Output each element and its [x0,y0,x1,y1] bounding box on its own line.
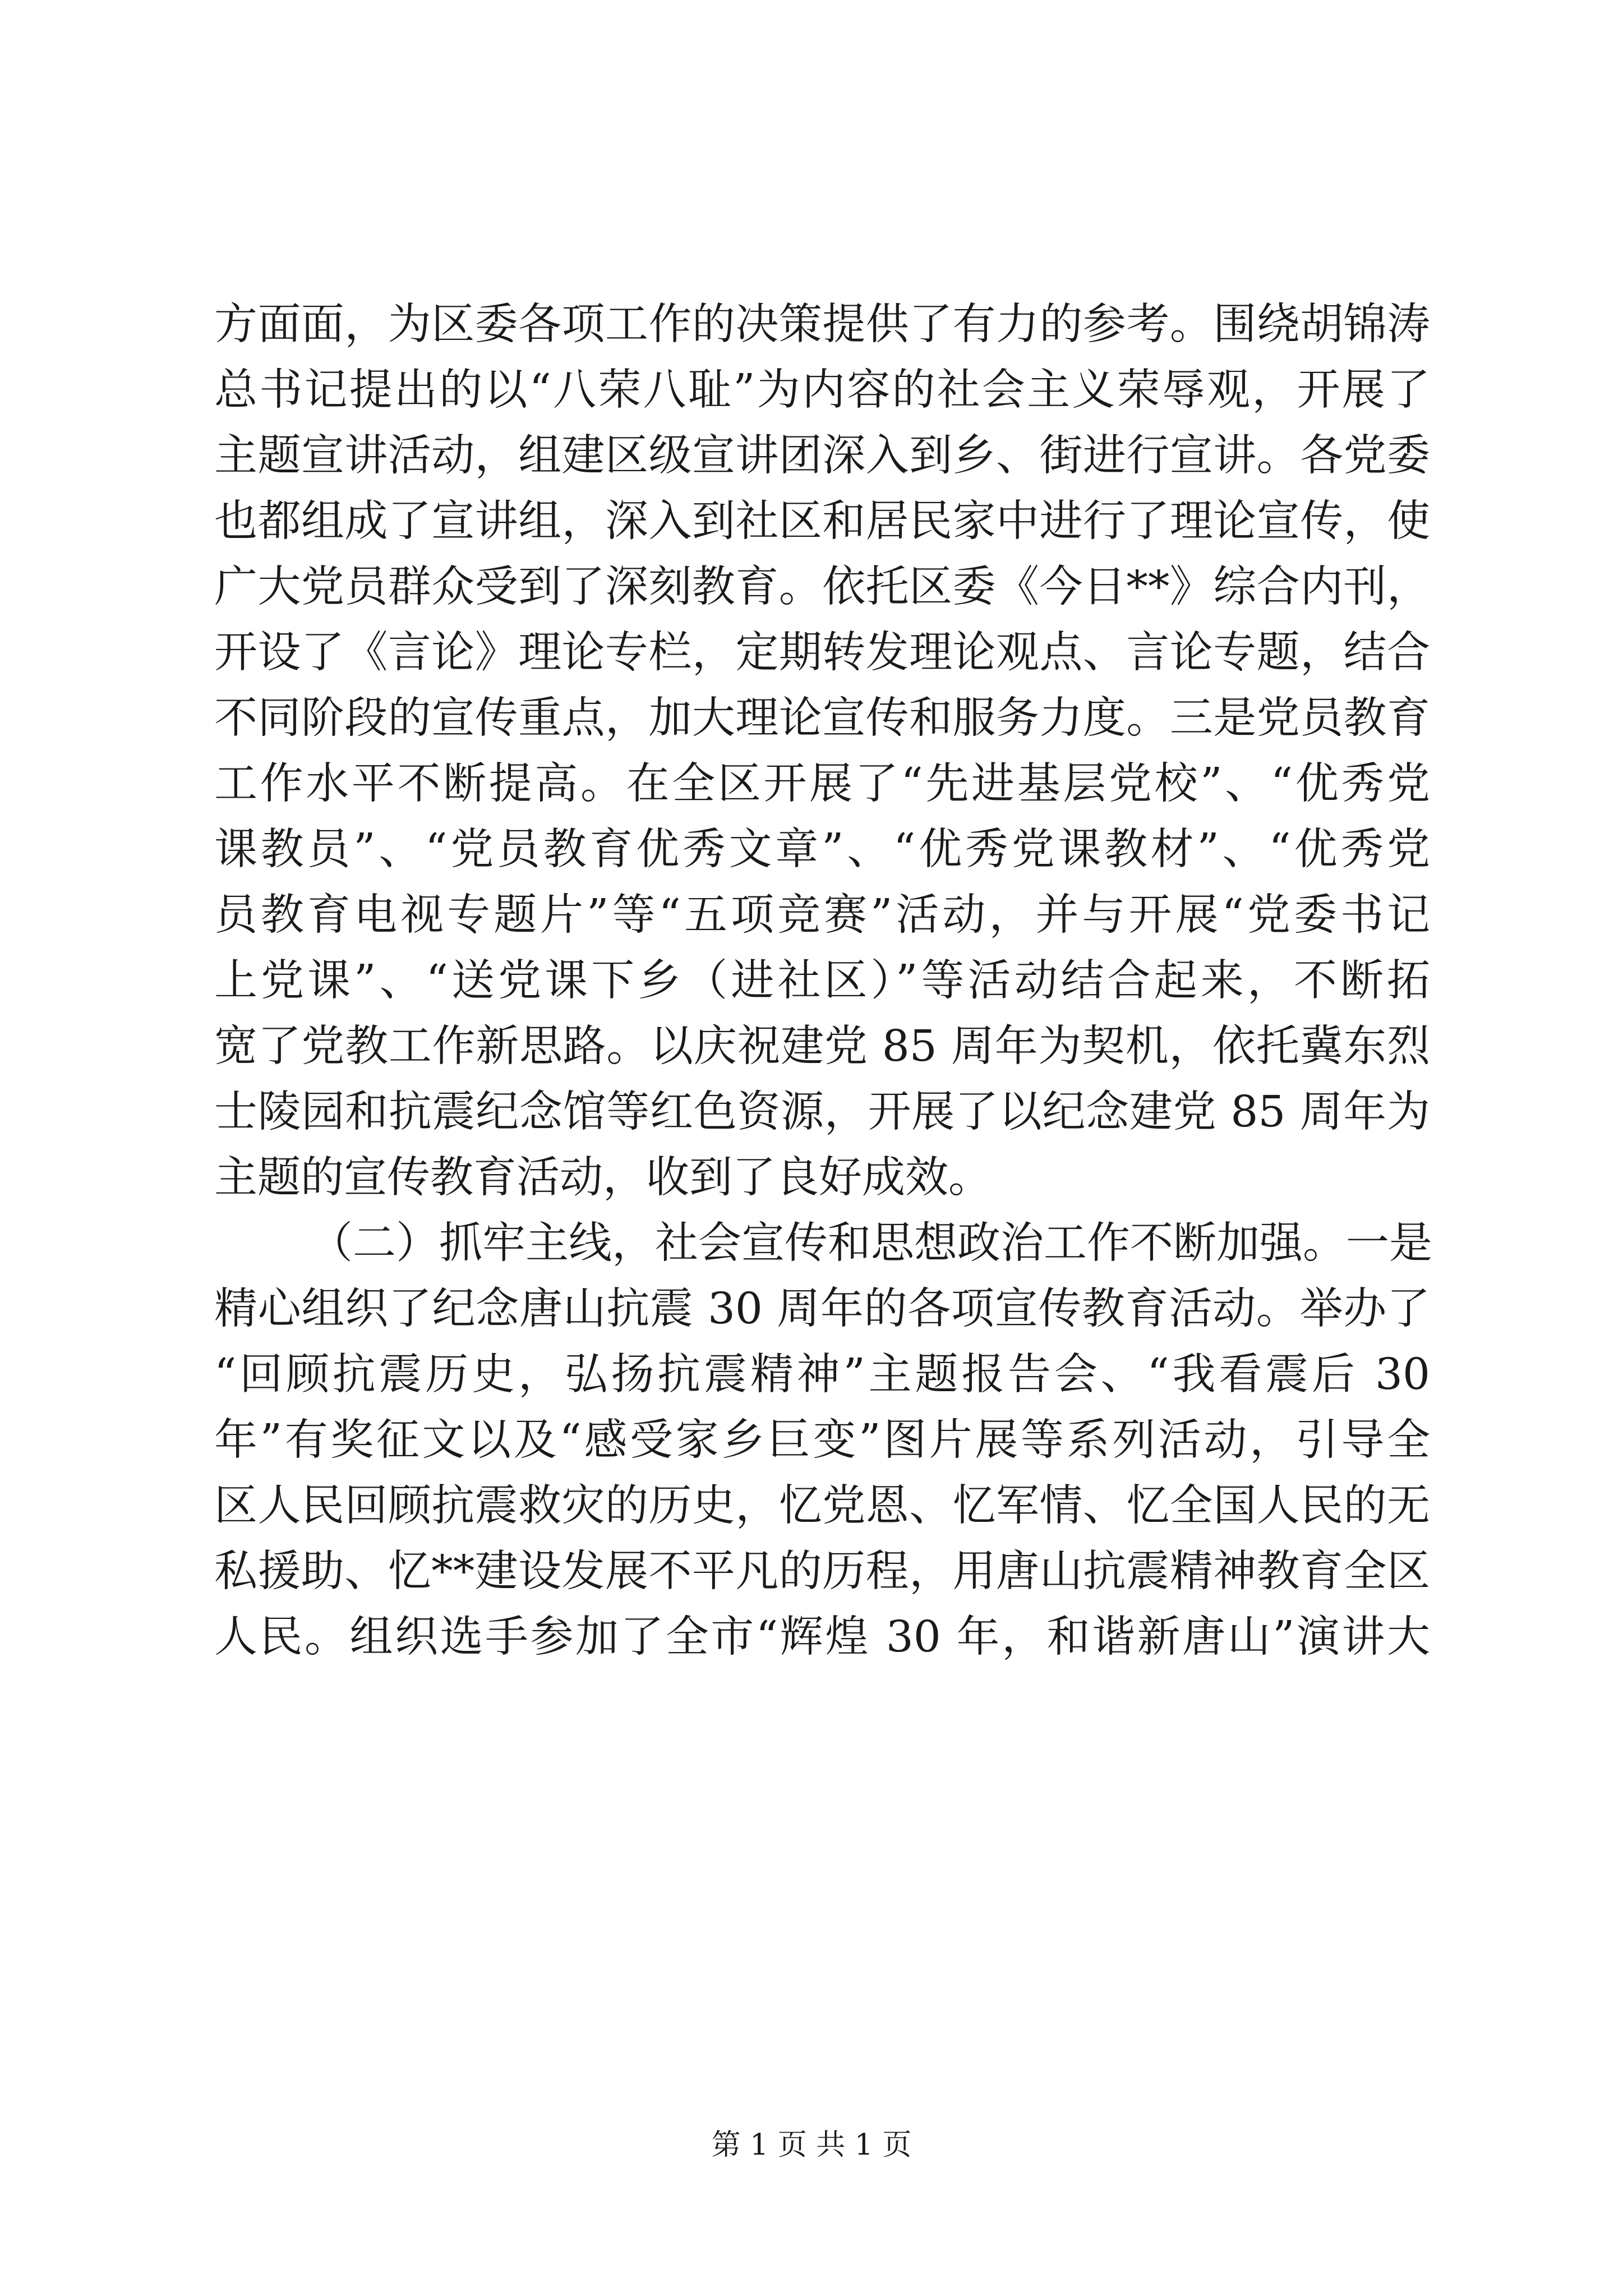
text-line: 不同阶段的宣传重点，加大理论宣传和服务力度。三是党员教育 [214,693,1430,743]
page-number-label: 第 1 页 共 1 页 [711,2128,912,2162]
text-line: 人民。组织选手参加了全市“辉煌 30 年，和谐新唐山”演讲大 [214,1612,1430,1662]
text-line: 区人民回顾抗震救灾的历史，忆党恩、忆军情、忆全国人民的无 [214,1481,1430,1531]
text-line: 士陵园和抗震纪念馆等红色资源，开展了以纪念建党 85 周年为 [214,1087,1430,1137]
text-line: 年”有奖征文以及“感受家乡巨变”图片展等系列活动，引导全 [214,1415,1430,1465]
text-line: 宽了党教工作新思路。以庆祝建党 85 周年为契机，依托冀东烈 [214,1022,1430,1071]
text-line: 广大党员群众受到了深刻教育。依托区委《今日**》综合内刊， [214,562,1430,612]
text-line: 方面面，为区委各项工作的决策提供了有力的参考。围绕胡锦涛 [214,300,1430,349]
document-body [214,292,1430,1670]
text-line: 主题宣讲活动，组建区级宣讲团深入到乡、街进行宣讲。各党委 [214,431,1430,481]
text-line: 也都组成了宣讲组，深入到社区和居民家中进行了理论宣传，使 [214,496,1430,546]
text-line: 员教育电视专题片”等“五项竞赛”活动，并与开展“党委书记 [214,890,1430,940]
text-line: 私援助、忆**建设发展不平凡的历程，用唐山抗震精神教育全区 [214,1547,1430,1596]
text-line: “回顾抗震历史，弘扬抗震精神”主题报告会、“我看震后 30 [214,1350,1430,1400]
text-line: 工作水平不断提高。在全区开展了“先进基层党校”、“优秀党 [214,759,1430,809]
text-line: 精心组织了纪念唐山抗震 30 周年的各项宣传教育活动。举办了 [214,1284,1430,1334]
text-line: 总书记提出的以“八荣八耻”为内容的社会主义荣辱观，开展了 [214,365,1430,415]
text-line: 开设了《言论》理论专栏，定期转发理论观点、言论专题，结合 [214,628,1430,678]
text-line: 上党课”、“送党课下乡（进社区）”等活动结合起来，不断拓 [214,956,1430,1006]
text-line: 课教员”、“党员教育优秀文章”、“优秀党课教材”、“优秀党 [214,825,1430,875]
page-footer [0,2127,1623,2163]
paragraph-first-line: （二）抓牢主线，社会宣传和思想政治工作不断加强。一是 [310,1218,1432,1268]
paragraph-last-line: 主题的宣传教育活动，收到了良好成效。 [214,1153,992,1203]
